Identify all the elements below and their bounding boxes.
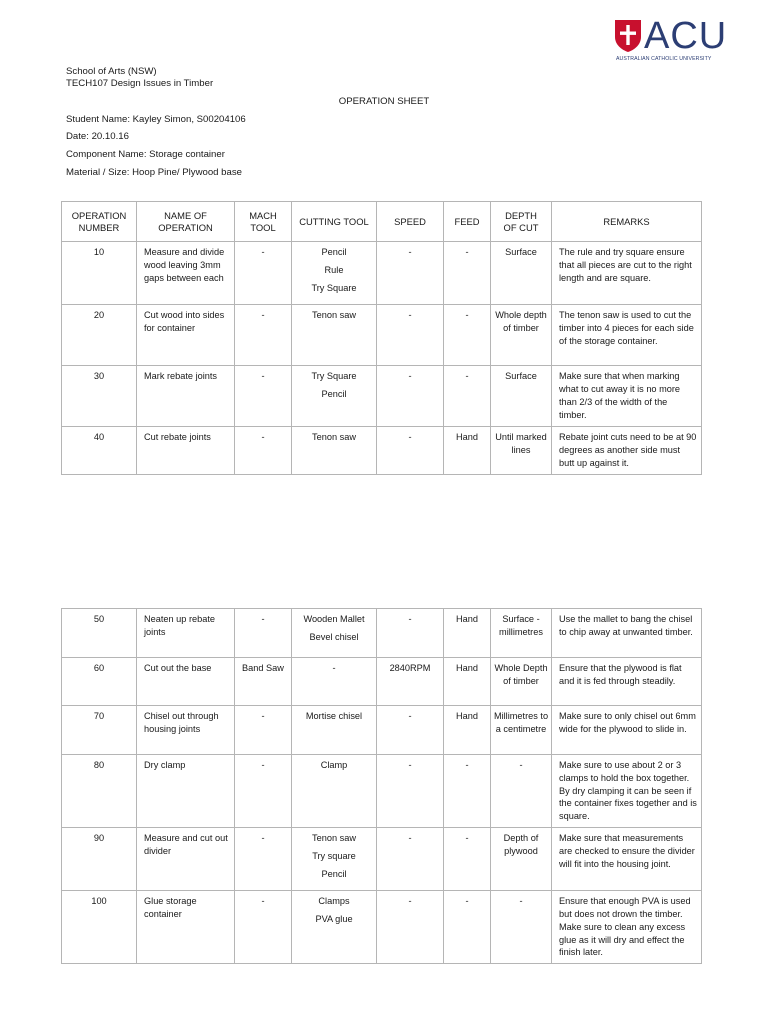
logo-subtitle: AUSTRALIAN CATHOLIC UNIVERSITY — [616, 56, 712, 62]
operation-table-part-2 — [61, 608, 702, 964]
cell-speed: - — [377, 706, 444, 755]
cell-operation-name: Cut rebate joints — [137, 427, 235, 475]
cutting-tool-item: Try square — [312, 851, 356, 862]
header-cutting-tool: CUTTING TOOL — [292, 202, 377, 242]
header-remarks: REMARKS — [552, 202, 702, 242]
table-row — [62, 366, 702, 427]
cutting-tool-item: Wooden Mallet — [303, 614, 365, 624]
table-row — [62, 427, 702, 475]
cutting-tool-item: Rule — [324, 265, 344, 276]
cell-cutting-tool — [292, 366, 377, 427]
cell-remarks: Ensure that enough PVA is used but does not drown the timber. Make sure to clean any excess glue as it will dry and effect the finish later. — [552, 891, 702, 964]
course-name: TECH107 Design Issues in Timber — [66, 78, 214, 89]
cell-depth-of-cut: - — [491, 755, 552, 828]
cell-mach-tool: - — [235, 755, 292, 828]
cell-operation-number: 90 — [62, 828, 137, 891]
component-name: Component Name: Storage container — [66, 149, 225, 160]
cell-depth-of-cut: Whole Depth of timber — [491, 658, 552, 706]
cutting-tool-item: PVA glue — [315, 914, 353, 925]
cell-remarks: Make sure to use about 2 or 3 clamps to hold the box together. By dry clamping it can be seen if the container fixes together and is square. — [552, 755, 702, 828]
cell-operation-number: 50 — [62, 609, 137, 658]
cell-feed: Hand — [444, 658, 491, 706]
cell-feed: Hand — [444, 609, 491, 658]
table-row — [62, 242, 702, 305]
table-row — [62, 828, 702, 891]
cell-feed: Hand — [444, 706, 491, 755]
cell-cutting-tool — [292, 609, 377, 658]
cell-mach-tool: - — [235, 706, 292, 755]
cell-speed: - — [377, 609, 444, 658]
header-feed: FEED — [444, 202, 491, 242]
cell-remarks: Rebate joint cuts need to be at 90 degrees as another side must butt up against it. — [552, 427, 702, 475]
cell-mach-tool: - — [235, 305, 292, 366]
cell-operation-name: Measure and divide wood leaving 3mm gaps between each — [137, 242, 235, 305]
cell-mach-tool: - — [235, 828, 292, 891]
cutting-tool-item: Try Square — [311, 371, 357, 382]
cell-cutting-tool — [292, 305, 377, 366]
cell-cutting-tool — [292, 706, 377, 755]
cell-operation-number: 80 — [62, 755, 137, 828]
cell-speed: - — [377, 755, 444, 828]
cell-depth-of-cut: Depth of plywood — [491, 828, 552, 891]
cell-mach-tool: - — [235, 427, 292, 475]
table-row — [62, 609, 702, 658]
cell-mach-tool: - — [235, 891, 292, 964]
cell-depth-of-cut: - — [491, 891, 552, 964]
cell-speed: - — [377, 242, 444, 305]
cell-depth-of-cut: Surface — [491, 242, 552, 305]
cell-feed: - — [444, 366, 491, 427]
table-header-row — [62, 202, 702, 242]
table-row — [62, 706, 702, 755]
cell-mach-tool: - — [235, 242, 292, 305]
cutting-tool-item: Bevel chisel — [309, 632, 359, 643]
cell-speed: - — [377, 366, 444, 427]
cell-depth-of-cut: Until marked lines — [491, 427, 552, 475]
cell-remarks: The tenon saw is used to cut the timber into 4 pieces for each side of the storage container. — [552, 305, 702, 366]
table-row — [62, 658, 702, 706]
cell-operation-number: 20 — [62, 305, 137, 366]
cell-cutting-tool — [292, 658, 377, 706]
cell-cutting-tool — [292, 427, 377, 475]
cell-speed: 2840RPM — [377, 658, 444, 706]
cell-operation-name: Dry clamp — [137, 755, 235, 828]
cell-cutting-tool — [292, 755, 377, 828]
date: Date: 20.10.16 — [66, 131, 129, 142]
cell-operation-number: 100 — [62, 891, 137, 964]
cell-remarks: Ensure that the plywood is flat and it is fed through steadily. — [552, 658, 702, 706]
cutting-tool-item: Pencil — [321, 389, 347, 400]
header-mach-tool: MACH TOOL — [235, 202, 292, 242]
table-row — [62, 755, 702, 828]
cutting-tool-item: Try Square — [311, 283, 357, 294]
school-name: School of Arts (NSW) — [66, 66, 157, 77]
cell-remarks: Use the mallet to bang the chisel to chip away at unwanted timber. — [552, 609, 702, 658]
cell-operation-number: 60 — [62, 658, 137, 706]
operation-table-part-1 — [61, 201, 702, 475]
cell-operation-number: 70 — [62, 706, 137, 755]
student-name: Student Name: Kayley Simon, S00204106 — [66, 114, 246, 125]
header-depth-of-cut: DEPTH OF CUT — [491, 202, 552, 242]
cell-feed: - — [444, 828, 491, 891]
cell-feed: - — [444, 242, 491, 305]
cell-operation-name: Cut out the base — [137, 658, 235, 706]
cell-operation-number: 30 — [62, 366, 137, 427]
table-row — [62, 305, 702, 366]
cutting-tool-item: Mortise chisel — [305, 711, 363, 721]
cutting-tool-item: Tenon saw — [312, 310, 356, 321]
cutting-tool-item: Pencil — [321, 247, 347, 257]
cell-speed: - — [377, 828, 444, 891]
cell-cutting-tool — [292, 828, 377, 891]
cell-cutting-tool — [292, 891, 377, 964]
cell-operation-number: 10 — [62, 242, 137, 305]
sheet-title: OPERATION SHEET — [338, 96, 430, 107]
cell-operation-name: Measure and cut out divider — [137, 828, 235, 891]
cell-operation-name: Glue storage container — [137, 891, 235, 964]
cell-depth-of-cut: Surface - millimetres — [491, 609, 552, 658]
table-body — [62, 609, 702, 964]
acu-crest-icon — [614, 19, 642, 53]
cell-depth-of-cut: Surface — [491, 366, 552, 427]
cell-operation-name: Neaten up rebate joints — [137, 609, 235, 658]
cell-depth-of-cut: Millimetres to a centimetre — [491, 706, 552, 755]
cell-mach-tool: - — [235, 609, 292, 658]
header-speed: SPEED — [377, 202, 444, 242]
cutting-tool-item: Tenon saw — [312, 432, 356, 443]
cell-remarks: Make sure that when marking what to cut away it is no more than 2/3 of the width of the timber. — [552, 366, 702, 427]
cell-speed: - — [377, 305, 444, 366]
header-operation-number: OPERATION NUMBER — [62, 202, 137, 242]
cell-feed: - — [444, 891, 491, 964]
cutting-tool-item: Tenon saw — [312, 833, 356, 843]
cell-cutting-tool — [292, 242, 377, 305]
cell-feed: - — [444, 755, 491, 828]
cutting-tool-item: - — [332, 663, 336, 673]
cutting-tool-item: Pencil — [321, 869, 347, 880]
material-size: Material / Size: Hoop Pine/ Plywood base — [66, 167, 242, 178]
header-name-of-operation: NAME OF OPERATION — [137, 202, 235, 242]
cell-remarks: The rule and try square ensure that all pieces are cut to the right length and are square. — [552, 242, 702, 305]
cell-speed: - — [377, 891, 444, 964]
cell-operation-name: Cut wood into sides for container — [137, 305, 235, 366]
cell-remarks: Make sure that measurements are checked to ensure the divider will fit into the housing joint. — [552, 828, 702, 891]
cell-feed: - — [444, 305, 491, 366]
cell-remarks: Make sure to only chisel out 6mm wide for the plywood to slide in. — [552, 706, 702, 755]
cutting-tool-item: Clamp — [320, 760, 348, 770]
cell-mach-tool: - — [235, 366, 292, 427]
table-body — [62, 242, 702, 475]
acu-logo — [614, 15, 734, 65]
cell-feed: Hand — [444, 427, 491, 475]
cell-operation-name: Mark rebate joints — [137, 366, 235, 427]
cell-operation-number: 40 — [62, 427, 137, 475]
logo-wordmark: ACU — [644, 15, 728, 57]
cutting-tool-item: Clamps — [318, 896, 350, 907]
table-row — [62, 891, 702, 964]
cell-mach-tool: Band Saw — [235, 658, 292, 706]
cell-depth-of-cut: Whole depth of timber — [491, 305, 552, 366]
cell-speed: - — [377, 427, 444, 475]
cell-operation-name: Chisel out through housing joints — [137, 706, 235, 755]
